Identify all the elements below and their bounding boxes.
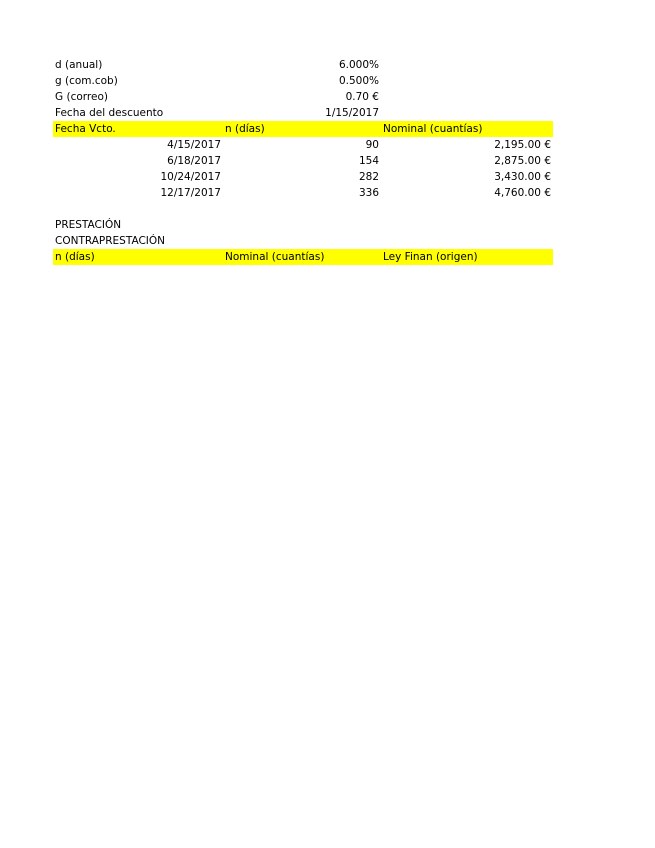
dias-cell: 336 xyxy=(358,187,379,199)
table1-header-n: n (días) xyxy=(225,123,265,135)
table1-header-row xyxy=(53,121,553,137)
section-prestacion xyxy=(53,217,553,233)
param-row-fecha xyxy=(53,105,553,121)
fecha-cell: 4/15/2017 xyxy=(167,139,221,151)
param-value: 6.000% xyxy=(338,59,379,71)
section-label: CONTRAPRESTACIÓN xyxy=(55,235,165,247)
param-label: d (anual) xyxy=(55,59,103,71)
section-contraprestacion xyxy=(53,233,553,249)
param-row-d xyxy=(53,57,553,73)
table-row xyxy=(53,169,553,185)
fecha-cell: 10/24/2017 xyxy=(160,171,221,183)
table2-header-n: n (días) xyxy=(55,251,95,263)
dias-cell: 90 xyxy=(365,139,379,151)
nominal-cell: 4,760.00 € xyxy=(494,187,551,199)
fecha-cell: 12/17/2017 xyxy=(160,187,221,199)
param-label: g (com.cob) xyxy=(55,75,118,87)
dias-cell: 282 xyxy=(358,171,379,183)
param-value: 0.70 € xyxy=(345,91,379,103)
param-label: Fecha del descuento xyxy=(55,107,164,119)
param-label: G (correo) xyxy=(55,91,108,103)
table-row xyxy=(53,153,553,169)
nominal-cell: 2,195.00 € xyxy=(494,139,551,151)
section-label: PRESTACIÓN xyxy=(55,219,122,231)
param-row-G xyxy=(53,89,553,105)
fecha-cell: 6/18/2017 xyxy=(167,155,221,167)
table-row xyxy=(53,185,553,201)
param-value: 1/15/2017 xyxy=(325,107,379,119)
nominal-cell: 3,430.00 € xyxy=(494,171,551,183)
table1-header-fecha: Fecha Vcto. xyxy=(55,123,116,135)
table2-header-nominal: Nominal (cuantías) xyxy=(225,251,325,263)
table-row xyxy=(53,137,553,153)
param-row-g xyxy=(53,73,553,89)
spreadsheet-page xyxy=(53,57,553,265)
table2-header-row xyxy=(53,249,553,265)
param-value: 0.500% xyxy=(338,75,379,87)
dias-cell: 154 xyxy=(358,155,379,167)
table1-header-nominal: Nominal (cuantías) xyxy=(383,123,483,135)
blank-row xyxy=(53,201,553,217)
nominal-cell: 2,875.00 € xyxy=(494,155,551,167)
table2-header-ley: Ley Finan (origen) xyxy=(383,251,478,263)
